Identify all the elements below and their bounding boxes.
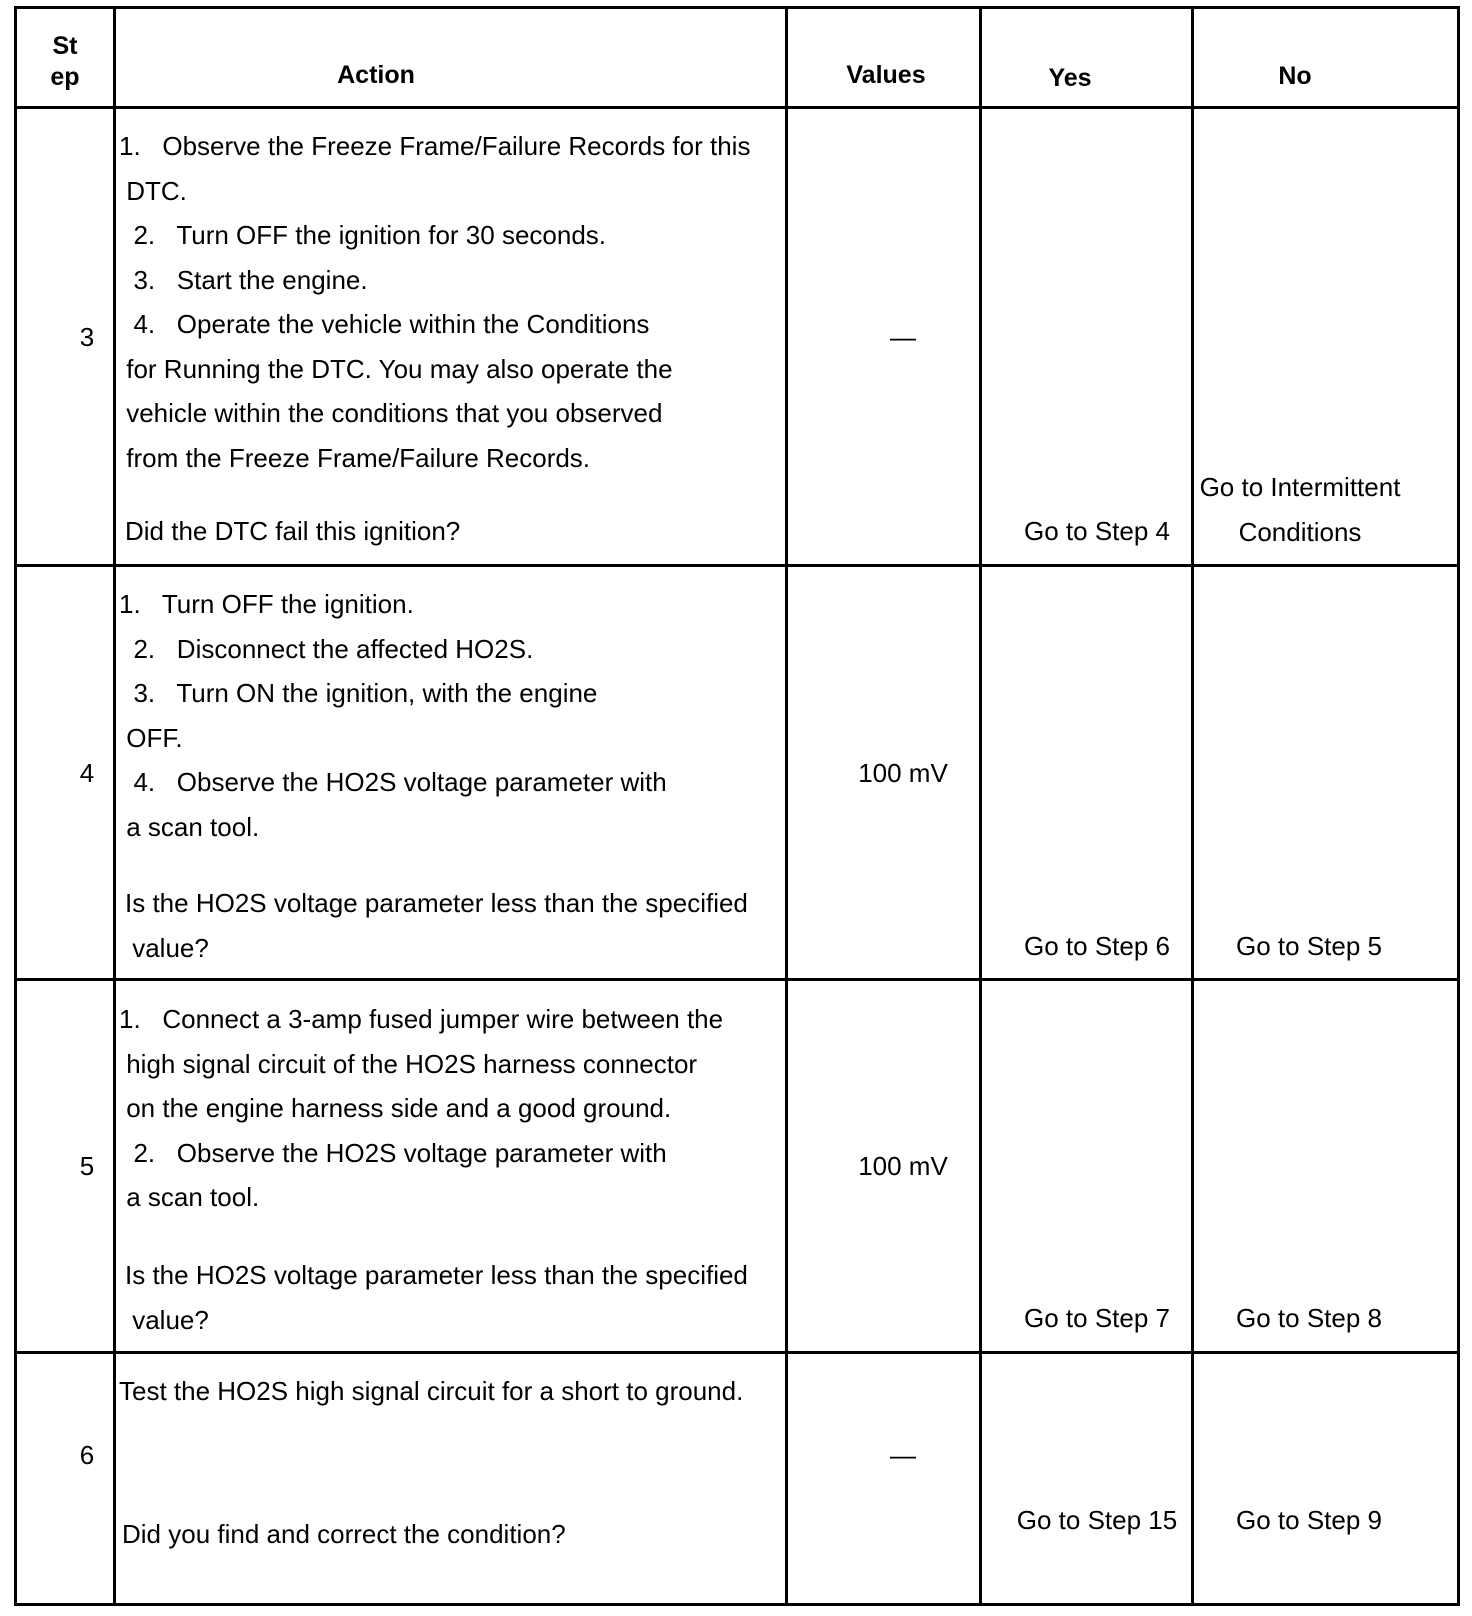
column-divider: [113, 9, 116, 1603]
yes-cell: Go to Step 7: [1024, 1303, 1170, 1333]
column-divider: [979, 9, 982, 1603]
action-steps: 1. Observe the Freeze Frame/Failure Records for this DTC. 2. Turn OFF the ignition for 30 seconds. 3. Start the engine. 4. Operate the vehicle within the Conditions for Running the DTC. You may also operate the vehicle within the conditions that you observed from the Freeze Frame/Failure Records.: [119, 131, 751, 473]
row-divider: [17, 106, 1457, 109]
action-question: Is the HO2S voltage parameter less than the specified value?: [125, 1260, 748, 1335]
step-number: 4: [79, 758, 95, 788]
yes-cell: Go to Step 4: [1024, 516, 1170, 546]
step-number: 3: [79, 322, 95, 352]
row-divider: [17, 978, 1457, 981]
step-number: 6: [79, 1440, 95, 1470]
step-number: 5: [79, 1151, 95, 1181]
no-cell: Go to Step 5: [1236, 931, 1382, 961]
value-cell: —: [890, 1440, 916, 1470]
no-cell: Go to Step 8: [1236, 1303, 1382, 1333]
header-step: St ep: [50, 32, 80, 91]
header-action: Action: [337, 61, 415, 89]
column-divider: [1191, 9, 1194, 1603]
header-yes: Yes: [1048, 64, 1092, 92]
yes-cell: Go to Step 6: [1024, 931, 1170, 961]
action-steps: 1. Turn OFF the ignition. 2. Disconnect the affected HO2S. 3. Turn ON the ignition, with the engine OFF. 4. Observe the HO2S voltage parameter with a scan tool.: [119, 589, 667, 842]
value-cell: 100 mV: [858, 758, 948, 788]
value-cell: 100 mV: [858, 1151, 948, 1181]
value-cell: —: [890, 322, 916, 352]
header-no: No: [1278, 62, 1312, 90]
column-divider: [785, 9, 788, 1603]
no-cell: Go to Intermittent Conditions: [1199, 472, 1401, 547]
diagnostic-table: [14, 6, 1460, 1606]
row-divider: [17, 1351, 1457, 1354]
yes-cell: Go to Step 15: [1016, 1505, 1178, 1535]
header-values: Values: [846, 61, 926, 89]
action-steps: 1. Connect a 3-amp fused jumper wire between the high signal circuit of the HO2S harness connector on the engine harness side and a good ground. 2. Observe the HO2S voltage parameter with a scan tool.: [119, 1004, 724, 1212]
action-steps: Test the HO2S high signal circuit for a short to ground.: [119, 1376, 744, 1406]
row-divider: [17, 564, 1457, 567]
action-question: Did the DTC fail this ignition?: [125, 516, 461, 546]
action-question: Is the HO2S voltage parameter less than the specified value?: [125, 888, 748, 963]
no-cell: Go to Step 9: [1236, 1505, 1382, 1535]
action-question: Did you find and correct the condition?: [122, 1519, 566, 1549]
